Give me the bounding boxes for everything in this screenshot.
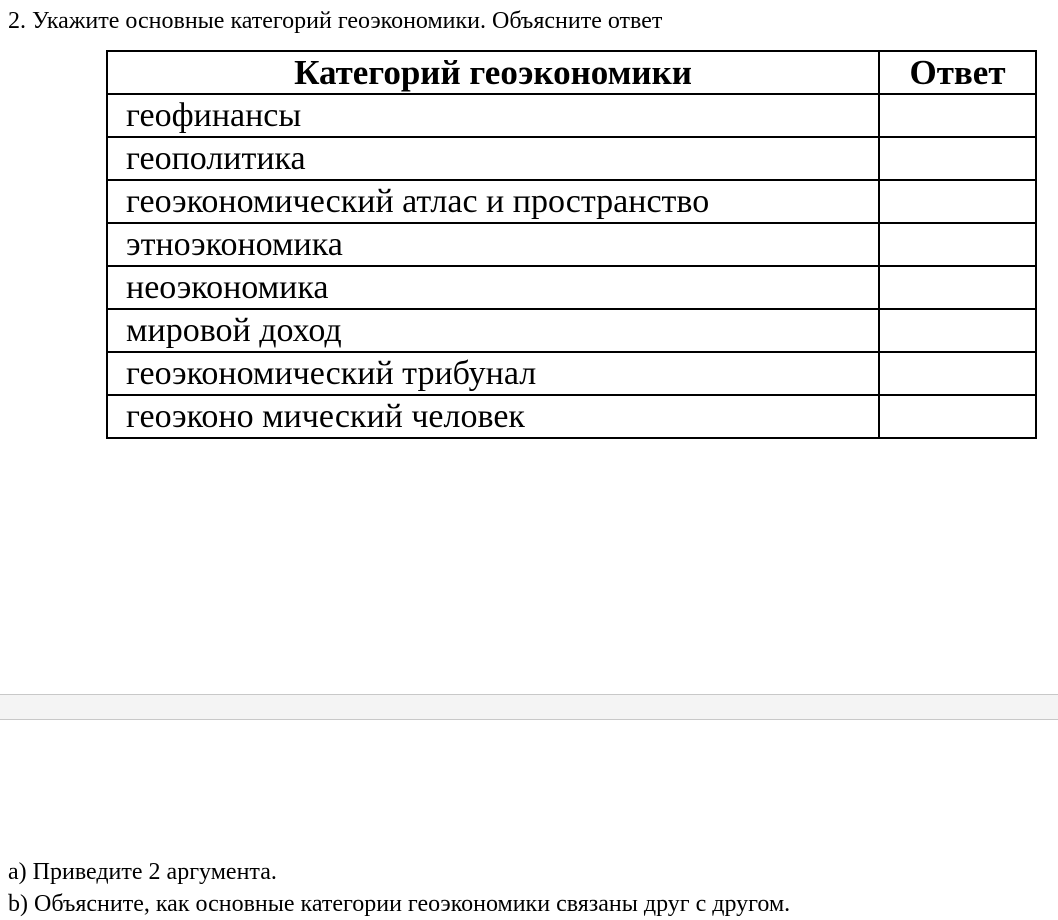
table-row [107, 266, 1036, 309]
category-cell: геофинансы [107, 94, 879, 137]
category-cell: геоэконо мический человек [107, 395, 879, 438]
answer-cell[interactable] [879, 137, 1036, 180]
page-divider [0, 694, 1058, 720]
category-cell: мировой доход [107, 309, 879, 352]
header-answer: Ответ [879, 51, 1036, 94]
answer-cell[interactable] [879, 395, 1036, 438]
table-header-row [107, 51, 1036, 94]
header-category: Категорий геоэкономики [107, 51, 879, 94]
categories-table [106, 50, 1037, 439]
table-row [107, 94, 1036, 137]
category-cell: геоэкономический трибунал [107, 352, 879, 395]
table-row [107, 352, 1036, 395]
category-cell: этноэкономика [107, 223, 879, 266]
table-row [107, 309, 1036, 352]
answer-cell[interactable] [879, 94, 1036, 137]
table-row [107, 180, 1036, 223]
tasks-block [8, 856, 790, 920]
table-row [107, 137, 1036, 180]
answer-cell[interactable] [879, 223, 1036, 266]
table-row [107, 223, 1036, 266]
task-b: b) Объясните, как основные категории геоэкономики связаны друг с другом. [8, 891, 791, 917]
table-row [107, 395, 1036, 438]
question-text: 2. Укажите основные категорий геоэкономики. Объясните ответ [8, 8, 663, 34]
answer-cell[interactable] [879, 309, 1036, 352]
category-cell: геополитика [107, 137, 879, 180]
answer-cell[interactable] [879, 180, 1036, 223]
task-a: a) Приведите 2 аргумента. [8, 859, 277, 885]
answer-cell[interactable] [879, 266, 1036, 309]
answer-cell[interactable] [879, 352, 1036, 395]
category-cell: неоэкономика [107, 266, 879, 309]
category-cell: геоэкономический атлас и пространство [107, 180, 879, 223]
